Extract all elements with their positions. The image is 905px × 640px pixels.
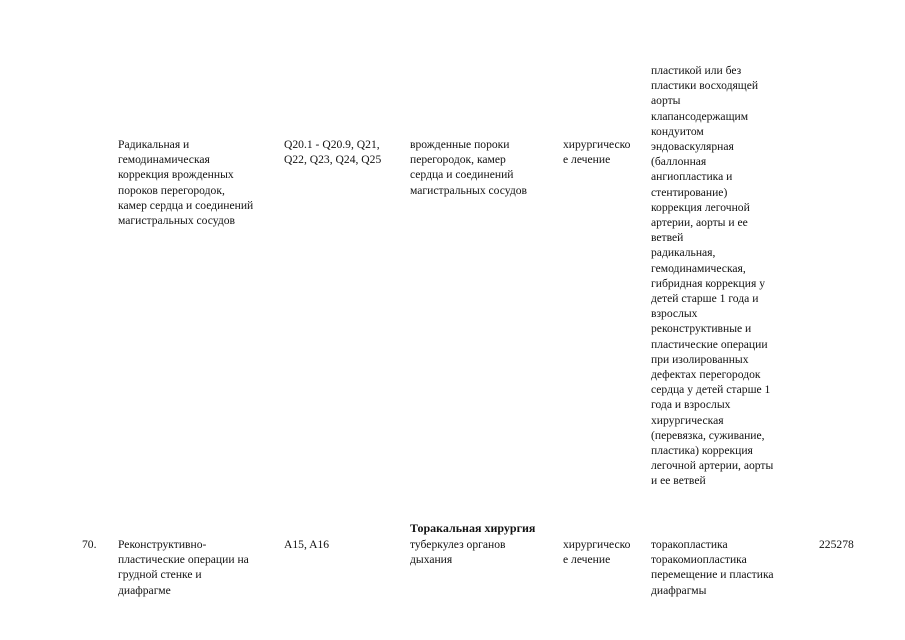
row-1-codes: Q20.1 - Q20.9, Q21, Q22, Q23, Q24, Q25 (284, 138, 382, 167)
row-1-treatment: хирургическо е лечение (563, 138, 631, 167)
row-1-model: врожденные пороки перегородок, камер сердца и соединений магистральных сосудов (410, 138, 527, 197)
row-70-method: торакопластика торакомиопластика перемещение и пластика диафрагмы (651, 538, 774, 597)
row-70-codes: A15, A16 (284, 538, 330, 551)
row-1-intervention: Радикальная и гемодинамическая коррекция врожденных пороков перегородок, камер сердца и соединений магистральных сосудов (118, 138, 254, 228)
row-70-model: туберкулез органов дыхания (410, 538, 506, 567)
row-70-cost: 225278 (819, 538, 854, 551)
row-70-intervention: Реконструктивно- пластические операции на грудной стенке и диафрагме (118, 538, 249, 597)
row-1-method: пластикой или без пластики восходящей аорты клапансодержащим кондуитом эндоваскулярная (баллонная ангиопластика и стентирование) коррекция легочной артерии, аорты и ее ветвей радикальная, гемодинамическая, гибридная коррекция у детей старше 1 года и взрослых реконструктивные и пластические операции при изолированных дефектах перегородок сердца у детей старше 1 года и взрослых хирургическая (перевязка, суживание, пластика) коррекция легочной артерии, аорты и ее ветвей (651, 64, 774, 488)
section-heading: Торакальная хирургия (410, 521, 536, 535)
row-70-number: 70. (82, 538, 97, 551)
row-70-treatment: хирургическо е лечение (563, 538, 631, 567)
